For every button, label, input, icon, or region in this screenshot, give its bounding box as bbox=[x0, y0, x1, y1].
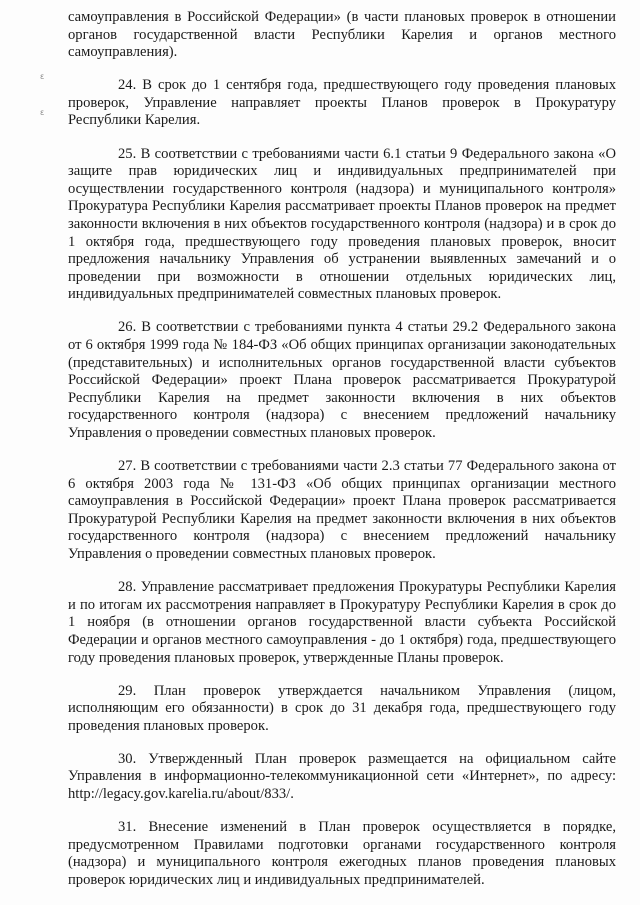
paragraph-24: 24. В срок до 1 сентября года, предшествующего году проведения плановых проверок, Управление направляет проекты Планов проверок в Прокуратуру Республики Карелия. bbox=[68, 77, 616, 129]
paragraph-25: 25. В соответствии с требованиями части 6.1 статьи 9 Федерального закона «О защите прав юридических лиц и индивидуальных предпринимателей при осуществлении государственного контроля (надзора) и муниципального контроля» Прокуратура Республики Карелия рассматривает проекты Планов проверок на предмет законности включения в них объектов государственного контроля (надзора) и в срок до 1 октября года, предшествующего году проведения плановых проверок, вносит предложения начальнику Управления об устранении выявленных замечаний и о проведении при возможности в отношении отдельных юридических лиц, индивидуальных предпринимателей совместных плановых проверок. bbox=[68, 145, 616, 303]
paragraph-30: 30. Утвержденный План проверок размещается на официальном сайте Управления в информационно-телекоммуникационной сети «Интернет», по адресу: http://legacy.gov.karelia.ru/about/833/. bbox=[68, 750, 616, 803]
paragraph-29: 29. План проверок утверждается начальником Управления (лицом, исполняющим его обязанности) в срок до 31 декабря года, предшествующего году проведения плановых проверок. bbox=[68, 682, 616, 734]
paragraph-28: 28. Управление рассматривает предложения Прокуратуры Республики Карелия и по итогам их рассмотрения направляет в Прокуратуру Республики Карелия в срок до 1 ноября (в отношении органов государственной власти субъекта Российской Федерации и органов местного самоуправления - до 1 октября) года, предшествующего году проведения плановых проверок, утвержденные Планы проверок. bbox=[68, 579, 616, 666]
margin-mark: ε bbox=[40, 72, 45, 81]
paragraph-26: 26. В соответствии с требованиями пункта 4 статьи 29.2 Федерального закона от 6 октября 1999 года № 184-ФЗ «Об общих принципах организации законодательных (представительных) и исполнительных органов государственной власти субъектов Российской Федерации» проект Плана проверок рассматривается Прокуратурой Республики Карелия на предмет законности включения в них объектов государственного контроля (надзора) с внесением предложений начальнику Управления о проведении совместных плановых проверок. bbox=[68, 319, 616, 441]
paragraph-continued: самоуправления в Российской Федерации» (в части плановых проверок в отношении органов государственной власти Республики Карелия и органов местного самоуправления). bbox=[68, 9, 616, 61]
paragraph-31: 31. Внесение изменений в План проверок осуществляется в порядке, предусмотренном Правилами подготовки органами государственного контроля (надзора) и муниципального контроля ежегодных планов проведения плановых проверок юридических лиц и индивидуальных предпринимателей. bbox=[68, 819, 616, 888]
paragraph-27: 27. В соответствии с требованиями части 2.3 статьи 77 Федерального закона от 6 октября 2003 года № 131-ФЗ «Об общих принципах организации местного самоуправления в Российской Федерации» проект Плана проверок рассматривается Прокуратурой Республики Карелия на предмет законности включения в них объектов государственного контроля (надзора) с внесением предложений начальнику Управления о проведении совместных плановых проверок. bbox=[68, 458, 616, 563]
margin-mark: ε bbox=[40, 108, 45, 117]
